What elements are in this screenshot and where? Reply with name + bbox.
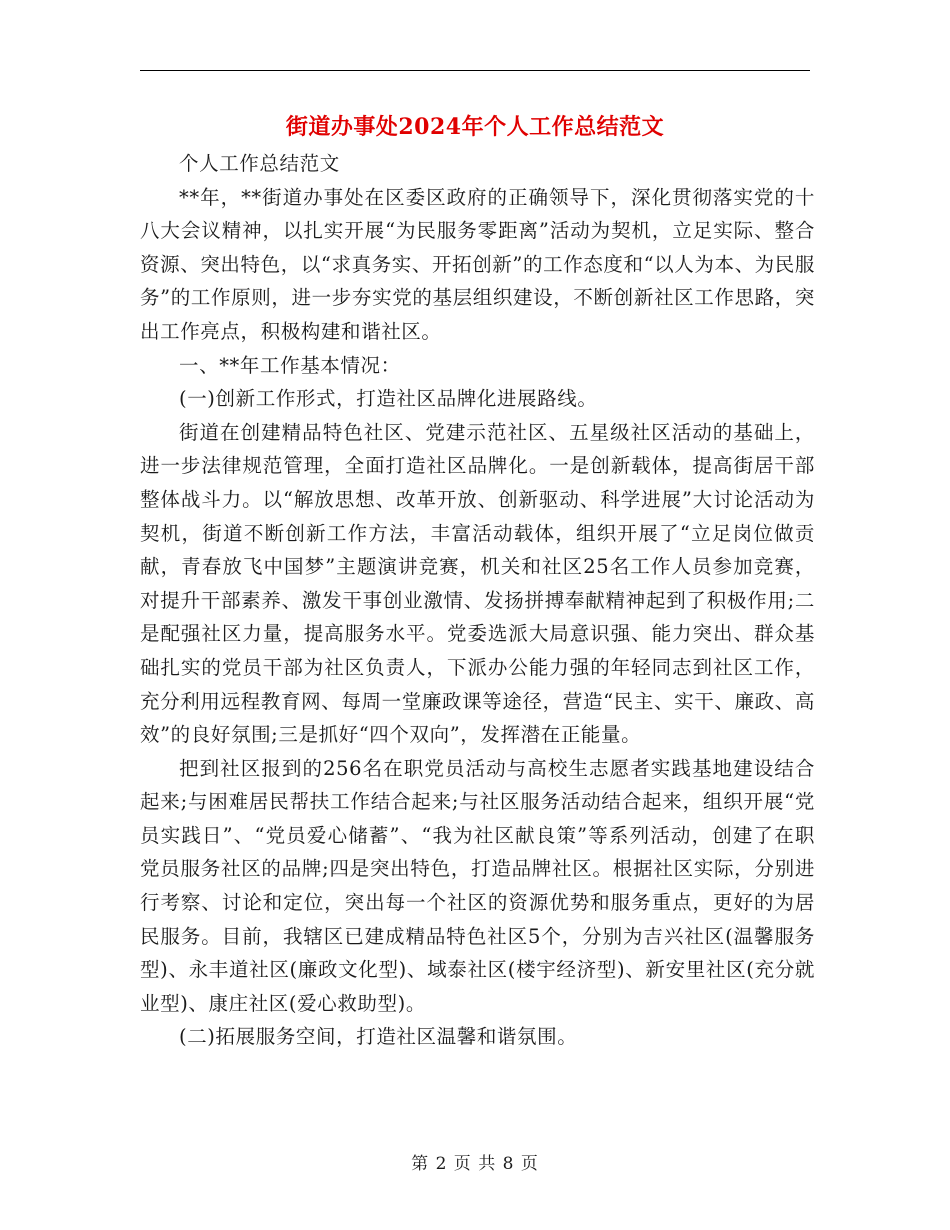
subsection-heading-1: (一)创新工作形式，打造社区品牌化进展路线。 — [179, 387, 598, 411]
paragraph-subtitle: 个人工作总结范文 — [179, 152, 340, 175]
subsection-heading-2: (二)拓展服务空间，打造社区温馨和谐氛围。 — [179, 1025, 578, 1049]
document-body — [140, 147, 815, 1054]
paragraph-intro: **年，**街道办事处在区委区政府的正确领导下，深化贯彻落实党的十八大会议精神，以扎实开展“为民服务零距离”活动为契机，立足实际、整合资源、突出特色，以“求真务实、开拓创新”的工作态度和“以人为本、为民服务”的工作原则，进一步夯实党的基层组织建设，不断创新社区工作思路，突出工作亮点，积极构建和谐社区。 — [140, 185, 815, 343]
header-rule — [140, 70, 810, 71]
document-title: 街道办事处2024年个人工作总结范文 — [285, 114, 665, 140]
page-number-footer: 第 2 页 共 8 页 — [411, 1154, 539, 1174]
paragraph-body-2: 把到社区报到的256名在职党员活动与高校生志愿者实践基地建设结合起来;与困难居民帮扶工作结合起来;与社区服务活动结合起来，组织开展“党员实践日”、“党员爱心储蓄”、“我为社区献良策”等系列活动，创建了在职党员服务社区的品牌;四是突出特色，打造品牌社区。根据社区实际，分别进行考察、讨论和定位，突出每一个社区的资源优势和服务重点，更好的为居民服务。目前，我辖区已建成精品特色社区5个，分别为吉兴社区(温馨服务型)、永丰道社区(廉政文化型)、域泰社区(楼宇经济型)、新安里社区(充分就业型)、康庄社区(爱心救助型)。 — [140, 756, 815, 1015]
paragraph-body-1: 街道在创建精品特色社区、党建示范社区、五星级社区活动的基础上，进一步法律规范管理，全面打造社区品牌化。一是创新载体，提高街居干部整体战斗力。以“解放思想、改革开放、创新驱动、科学进展”大讨论活动为契机，街道不断创新工作方法，丰富活动载体，组织开展了“立足岗位做贡献，青春放飞中国梦”主题演讲竞赛，机关和社区25名工作人员参加竞赛，对提升干部素养、激发干事创业激情、发扬拼搏奉献精神起到了积极作用;二是配强社区力量，提高服务水平。党委选派大局意识强、能力突出、群众基础扎实的党员干部为社区负责人，下派办公能力强的年轻同志到社区工作，充分利用远程教育网、每周一堂廉政课等途径，营造“民主、实干、廉政、高效”的良好氛围;三是抓好“四个双向”，发挥潜在正能量。 — [140, 420, 815, 747]
section-heading-1: 一、**年工作基本情况： — [179, 353, 401, 377]
